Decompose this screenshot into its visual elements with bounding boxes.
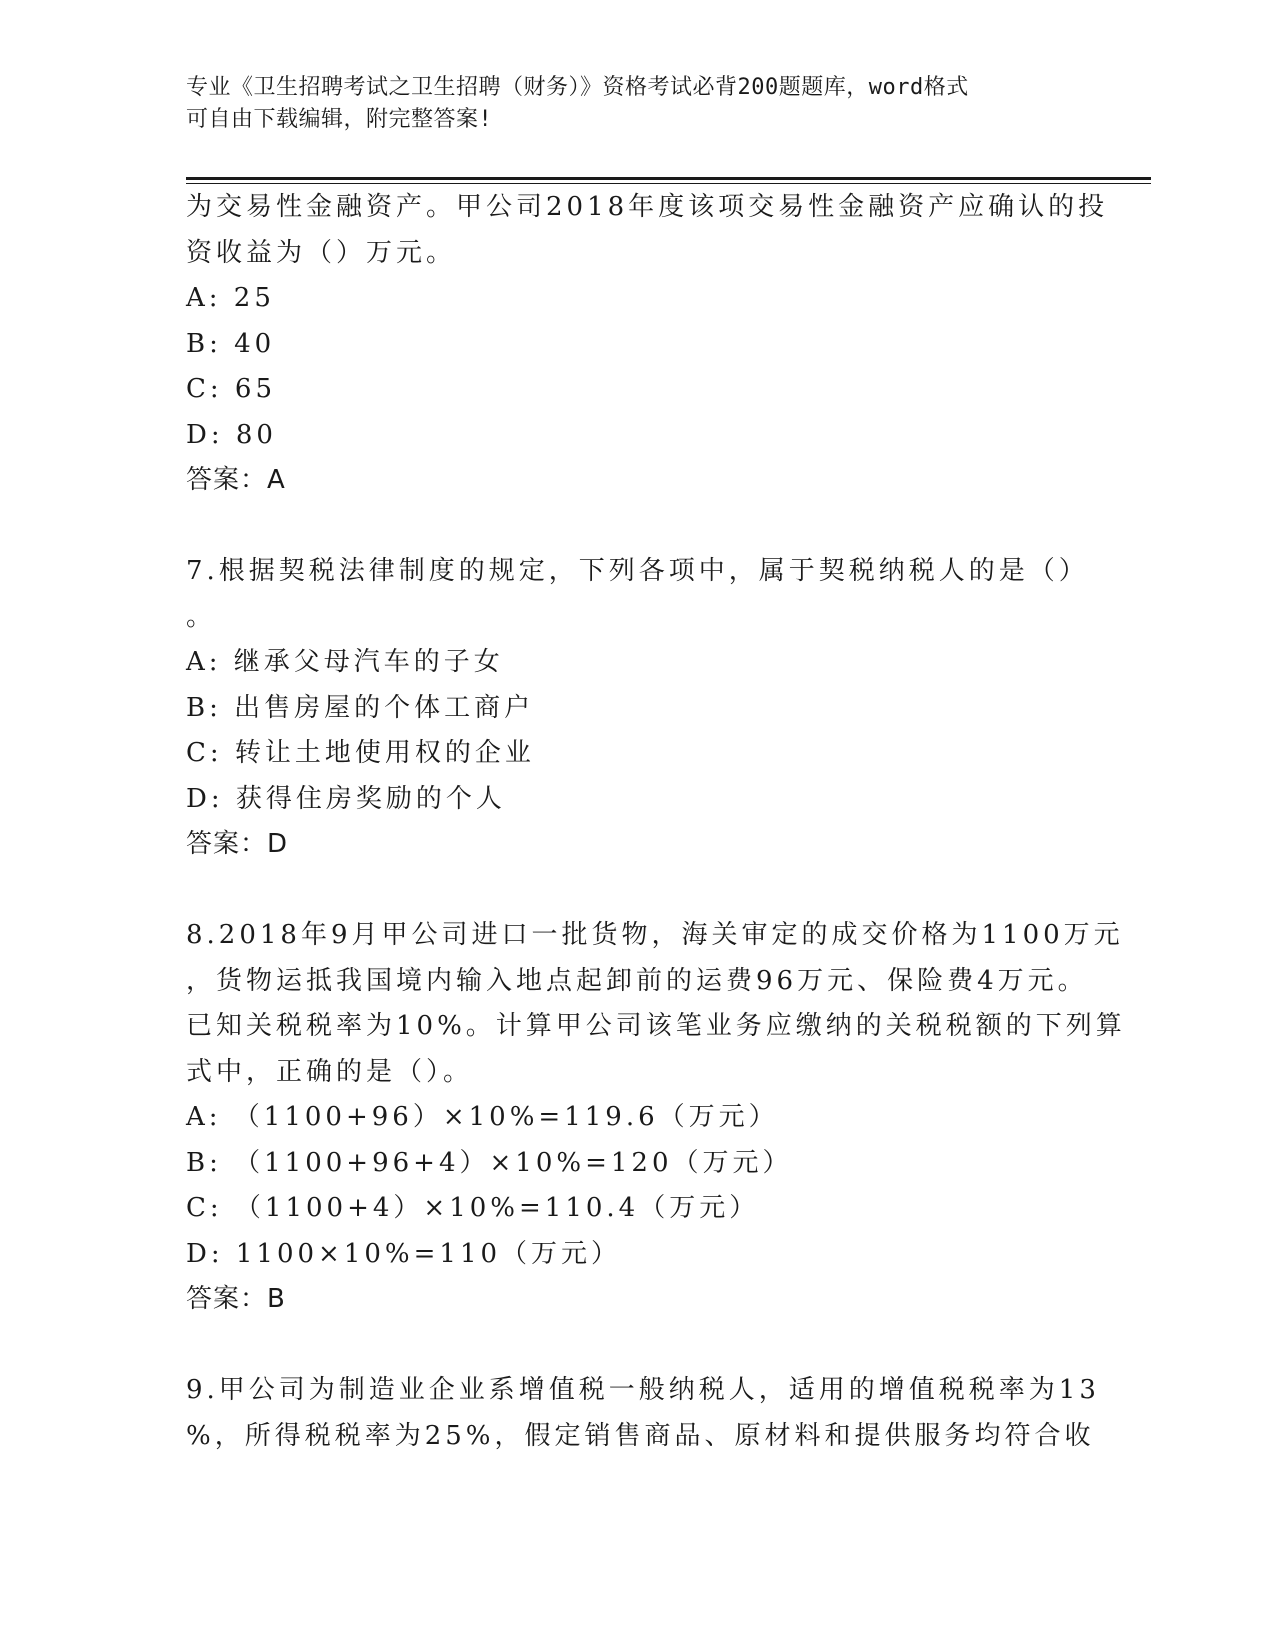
question-stem-line: %，所得税税率为25%，假定销售商品、原材料和提供服务均符合收 (186, 1420, 1095, 1451)
header-line-1: 专业《卫生招聘考试之卫生招聘（财务）》资格考试必背200题题库，word格式 (186, 75, 969, 100)
answer-line: 答案：A (186, 465, 286, 495)
question-8 (186, 913, 1126, 1323)
question-stem-line: 式中，正确的是（）。 (186, 1056, 474, 1087)
option-d: D: 80 (186, 419, 277, 450)
option-a: A: （1100+96）×10%=119.6（万元） (186, 1102, 779, 1132)
question-gap (186, 868, 1086, 914)
answer-line: 答案：B (186, 1284, 286, 1314)
option-b: B: 40 (186, 328, 276, 359)
question-9 (186, 1368, 1100, 1459)
question-content (186, 185, 1126, 1459)
question-7 (186, 549, 1089, 868)
question-gap (186, 504, 1086, 550)
question-stem-line: 已知关税税率为10%。计算甲公司该笔业务应缴纳的关税税额的下列算 (186, 1011, 1126, 1041)
header-line-2: 可自由下载编辑，附完整答案! (186, 107, 493, 132)
question-stem-line: 7.根据契税法律制度的规定，下列各项中，属于契税纳税人的是（） (186, 556, 1089, 586)
question-stem-line: ，货物运抵我国境内输入地点起卸前的运费96万元、保险费4万元。 (186, 965, 1088, 996)
option-a: A: 25 (186, 283, 275, 313)
option-c: C: 65 (186, 374, 277, 404)
header-rule-thin (186, 183, 1151, 184)
option-c: C: 转让土地使用权的企业 (186, 738, 535, 768)
question-stem-line: 。 (186, 601, 217, 632)
answer-line: 答案：D (186, 829, 289, 859)
document-header (186, 72, 1086, 136)
header-rule-thick (186, 177, 1151, 180)
question-stem-line: 9.甲公司为制造业企业系增值税一般纳税人，适用的增值税税率为13 (186, 1375, 1100, 1405)
option-a: A: 继承父母汽车的子女 (186, 647, 504, 677)
question-stem-line: 资收益为（）万元。 (186, 237, 457, 268)
option-b: B: （1100+96+4）×10%=120（万元） (186, 1147, 793, 1178)
question-stem-line: 8.2018年9月甲公司进口一批货物，海关审定的成交价格为1100万元 (186, 920, 1124, 950)
option-b: B: 出售房屋的个体工商户 (186, 692, 535, 723)
option-d: D: 1100×10%=110（万元） (186, 1238, 622, 1269)
question-stem-line: 为交易性金融资产。甲公司2018年度该项交易性金融资产应确认的投 (186, 192, 1109, 222)
question-6 (186, 185, 1109, 504)
question-gap (186, 1323, 1086, 1369)
option-d: D: 获得住房奖励的个人 (186, 783, 506, 814)
option-c: C: （1100+4）×10%=110.4（万元） (186, 1193, 760, 1223)
